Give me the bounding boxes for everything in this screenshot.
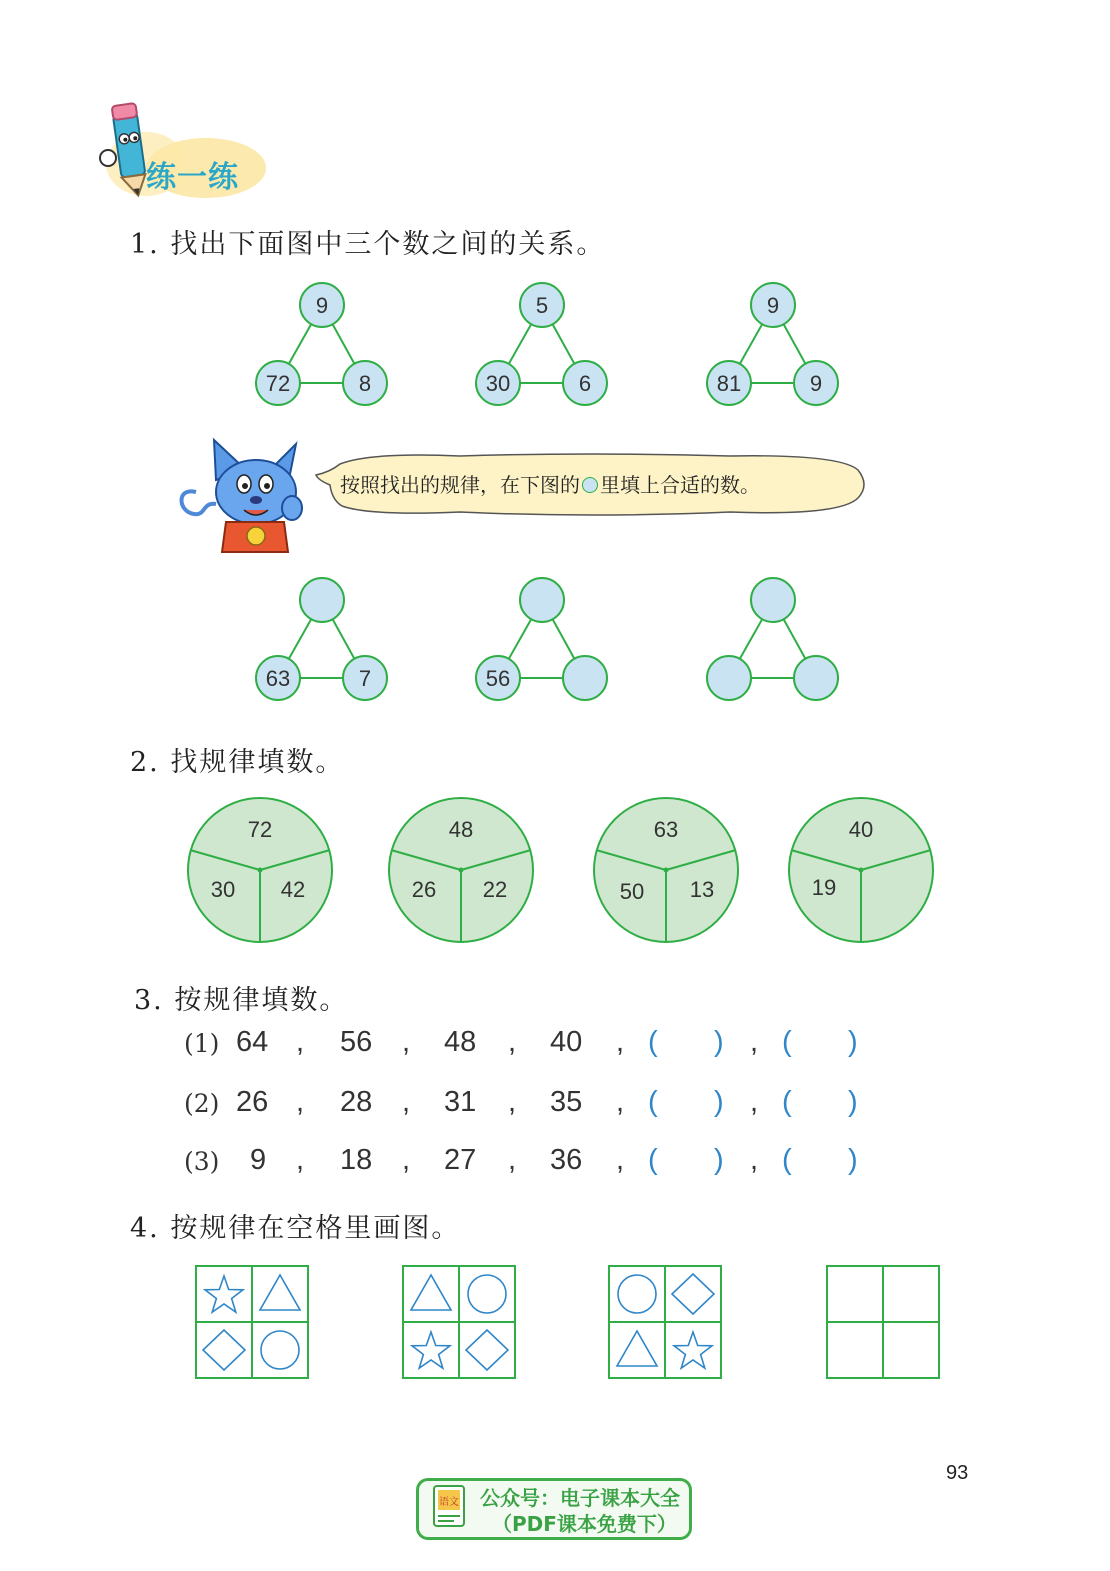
comma: ,	[508, 1086, 517, 1118]
row-label: (2)	[184, 1089, 220, 1118]
sequence-row-3	[184, 1144, 884, 1184]
question-4-prompt: 4. 按规律在空格里画图。	[130, 1213, 461, 1244]
number-pie	[188, 798, 332, 942]
answer-blank-open[interactable]: (	[648, 1026, 658, 1058]
comma: ,	[296, 1026, 305, 1058]
comma: ,	[750, 1026, 759, 1058]
sequence-number: 56	[340, 1026, 373, 1058]
blank-node[interactable]	[300, 578, 344, 622]
answer-blank-open[interactable]: (	[648, 1144, 658, 1176]
shape-grids-row	[190, 1262, 950, 1384]
sequence-number: 26	[236, 1086, 269, 1118]
number-triangle	[707, 283, 838, 405]
answer-blank-close[interactable]: )	[714, 1086, 724, 1118]
pie-left-value: 50	[619, 879, 645, 904]
blank-node[interactable]	[751, 578, 795, 622]
pie-right-value: 42	[280, 877, 306, 902]
comma: ,	[616, 1026, 625, 1058]
question-3-prompt: 3. 按规律填数。	[134, 985, 349, 1016]
comma: ,	[402, 1086, 411, 1118]
comma: ,	[750, 1086, 759, 1118]
number-pie	[594, 798, 738, 942]
number-pie	[789, 798, 933, 942]
answer-blank-close[interactable]: )	[848, 1086, 858, 1118]
answer-blank-close[interactable]: )	[714, 1026, 724, 1058]
row-label: (3)	[184, 1147, 220, 1176]
pie-left-value: 19	[811, 875, 837, 900]
answer-blank-close[interactable]: )	[848, 1144, 858, 1176]
comma: ,	[402, 1026, 411, 1058]
comma: ,	[296, 1086, 305, 1118]
triangle-left-value: 30	[485, 371, 511, 396]
shape-grid	[609, 1266, 721, 1378]
triangle-shape-icon	[260, 1275, 300, 1310]
pie-right-value: 13	[689, 877, 715, 902]
sequence-number: 48	[444, 1026, 477, 1058]
diamond-shape-icon	[203, 1330, 245, 1370]
section-title: 练一练	[146, 160, 239, 195]
diamond-shape-icon	[466, 1330, 508, 1370]
comma: ,	[750, 1144, 759, 1176]
triangle-right-value: 9	[809, 371, 823, 396]
pie-top-value: 40	[848, 817, 874, 842]
number-pie	[389, 798, 533, 942]
pie-left-value: 26	[411, 877, 437, 902]
triangle-left-value: 72	[265, 371, 291, 396]
blank-node[interactable]	[707, 656, 751, 700]
comma: ,	[296, 1144, 305, 1176]
sequence-number: 9	[250, 1144, 267, 1176]
number-triangle	[256, 283, 387, 405]
triangle-right-value: 8	[358, 371, 372, 396]
triangle-top-value: 9	[315, 293, 329, 318]
sequence-number: 35	[550, 1086, 583, 1118]
pie-top-value: 63	[653, 817, 679, 842]
footer-line-1: 公众号：电子课本大全	[480, 1486, 680, 1510]
question-1-prompt: 1. 找出下面图中三个数之间的关系。	[130, 229, 606, 260]
answer-blank-open[interactable]: (	[782, 1086, 792, 1118]
answer-blank-close[interactable]: )	[848, 1026, 858, 1058]
triangle-shape-icon	[617, 1331, 657, 1366]
blank-triangles-row	[240, 575, 860, 705]
number-triangle	[256, 578, 387, 700]
sequence-number: 28	[340, 1086, 373, 1118]
circle-shape-icon	[618, 1275, 656, 1313]
star-shape-icon	[412, 1332, 450, 1368]
triangle-top-value: 9	[766, 293, 780, 318]
footer-line-2: （PDF课本免费下）	[492, 1512, 677, 1536]
triangle-left-value: 63	[265, 666, 291, 691]
row-label: (1)	[184, 1029, 220, 1058]
comma: ,	[616, 1086, 625, 1118]
sequence-number: 36	[550, 1144, 583, 1176]
answer-blank-close[interactable]: )	[714, 1144, 724, 1176]
small-circle-icon	[582, 477, 598, 493]
comma: ,	[508, 1144, 517, 1176]
speech-text-tail: 里填上合适的数。	[600, 473, 760, 497]
pie-top-value: 48	[448, 817, 474, 842]
sequence-number: 27	[444, 1144, 477, 1176]
star-shape-icon	[674, 1332, 712, 1368]
answer-blank-open[interactable]: (	[782, 1026, 792, 1058]
pie-right-value: 22	[482, 877, 508, 902]
triangle-top-value: 5	[535, 293, 549, 318]
blank-node[interactable]	[520, 578, 564, 622]
blank-node[interactable]	[794, 656, 838, 700]
triangle-right-value: 6	[578, 371, 592, 396]
pie-left-value: 30	[210, 877, 236, 902]
star-shape-icon	[205, 1276, 243, 1312]
comma: ,	[508, 1026, 517, 1058]
circle-shape-icon	[468, 1275, 506, 1313]
sequence-row-1	[184, 1026, 884, 1066]
sequence-number: 31	[444, 1086, 477, 1118]
pie-top-value: 72	[247, 817, 273, 842]
book-icon-label: 语文	[439, 1497, 459, 1508]
circle-shape-icon	[261, 1331, 299, 1369]
number-triangle	[476, 283, 607, 405]
diamond-shape-icon	[672, 1274, 714, 1314]
answer-blank-open[interactable]: (	[648, 1086, 658, 1118]
sequence-number: 64	[236, 1026, 269, 1058]
number-triangles-row	[240, 280, 860, 410]
sequence-row-2	[184, 1086, 884, 1126]
triangle-right-value: 7	[358, 666, 372, 691]
page-number: 93	[946, 1462, 969, 1484]
speech-text-main: 按照找出的规律，在下图的	[340, 473, 580, 497]
triangle-left-value: 81	[716, 371, 742, 396]
shape-grid	[827, 1266, 939, 1378]
number-triangle	[476, 578, 607, 700]
speech-text	[340, 469, 760, 498]
triangle-left-value: 56	[485, 666, 511, 691]
shape-grid	[403, 1266, 515, 1378]
answer-blank-open[interactable]: (	[782, 1144, 792, 1176]
number-triangle	[707, 578, 838, 700]
sequence-number: 40	[550, 1026, 583, 1058]
question-2-prompt: 2. 找规律填数。	[130, 747, 345, 778]
mouse-mascot-icon	[176, 432, 311, 557]
triangle-shape-icon	[411, 1275, 451, 1310]
comma: ,	[402, 1144, 411, 1176]
blank-node[interactable]	[563, 656, 607, 700]
book-icon	[428, 1484, 472, 1536]
number-pies-row	[180, 790, 950, 955]
comma: ,	[616, 1144, 625, 1176]
sequence-number: 18	[340, 1144, 373, 1176]
shape-grid	[196, 1266, 308, 1378]
